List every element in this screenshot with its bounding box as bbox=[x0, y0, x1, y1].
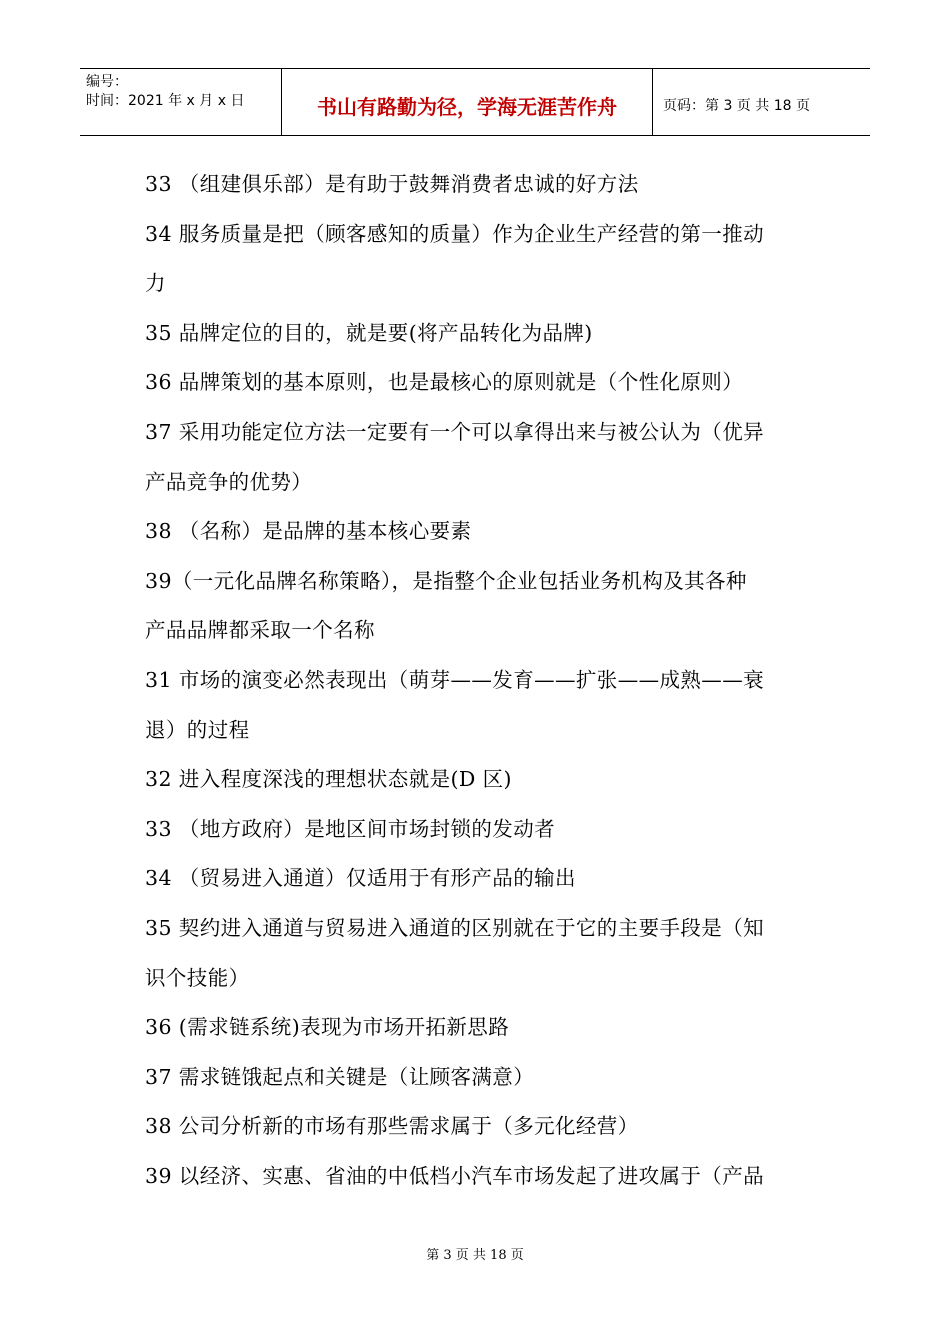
body-line: 39（一元化品牌名称策略），是指整个企业包括业务机构及其各种 bbox=[145, 568, 747, 593]
body-line: 34 服务质量是把（顾客感知的质量）作为企业生产经营的第一推动 bbox=[145, 221, 764, 246]
document-time-label: 时间：2021 年 x 月 x 日 bbox=[86, 93, 245, 109]
header-meta-cell bbox=[80, 69, 281, 135]
body-line: 37 采用功能定位方法一定要有一个可以拿得出来与被公认为（优异 bbox=[145, 419, 764, 444]
document-number-label: 编号： bbox=[86, 74, 128, 90]
body-line: 35 契约进入通道与贸易进入通道的区别就在于它的主要手段是（知 bbox=[145, 915, 764, 940]
body-line: 39 以经济、实惠、省油的中低档小汽车市场发起了进攻属于（产品 bbox=[145, 1163, 764, 1188]
body-line: 38 公司分析新的市场有那些需求属于（多元化经营） bbox=[145, 1114, 639, 1139]
header-motto-cell bbox=[281, 69, 653, 135]
body-line: 33 （地方政府）是地区间市场封锁的发动者 bbox=[145, 816, 556, 841]
body-line: 34 （贸易进入通道）仅适用于有形产品的输出 bbox=[145, 866, 576, 891]
body-line: 32 进入程度深浅的理想状态就是(D 区) bbox=[145, 767, 512, 792]
body-line: 力 bbox=[145, 271, 166, 296]
body-line: 识个技能） bbox=[145, 965, 250, 990]
body-line: 36 品牌策划的基本原则，也是最核心的原则就是（个性化原则） bbox=[145, 370, 744, 395]
page-footer bbox=[0, 1244, 950, 1263]
header-page-cell bbox=[653, 69, 870, 135]
body-line: 产品竞争的优势） bbox=[145, 469, 313, 494]
body-line: 33 （组建俱乐部）是有助于鼓舞消费者忠诚的好方法 bbox=[145, 172, 639, 196]
body-line: 产品品牌都采取一个名称 bbox=[145, 618, 375, 643]
document-body bbox=[145, 160, 807, 1201]
body-line: 38 （名称）是品牌的基本核心要素 bbox=[145, 519, 472, 544]
body-line: 35 品牌定位的目的，就是要(将产品转化为品牌) bbox=[145, 320, 593, 345]
body-line: 36 (需求链系统)表现为市场开拓新思路 bbox=[145, 1015, 510, 1040]
header-motto: 书山有路勤为径，学海无涯苦作舟 bbox=[317, 94, 617, 119]
footer-page-number: 第 3 页 共 18 页 bbox=[426, 1248, 524, 1263]
body-line: 37 需求链饿起点和关键是（让顾客满意） bbox=[145, 1064, 535, 1089]
body-line: 退）的过程 bbox=[145, 717, 250, 742]
body-line: 31 市场的演变必然表现出（萌芽——发育——扩张——成熟——衰 bbox=[145, 667, 765, 692]
header-page-number: 页码：第 3 页 共 18 页 bbox=[663, 98, 810, 114]
page-header bbox=[80, 68, 870, 136]
